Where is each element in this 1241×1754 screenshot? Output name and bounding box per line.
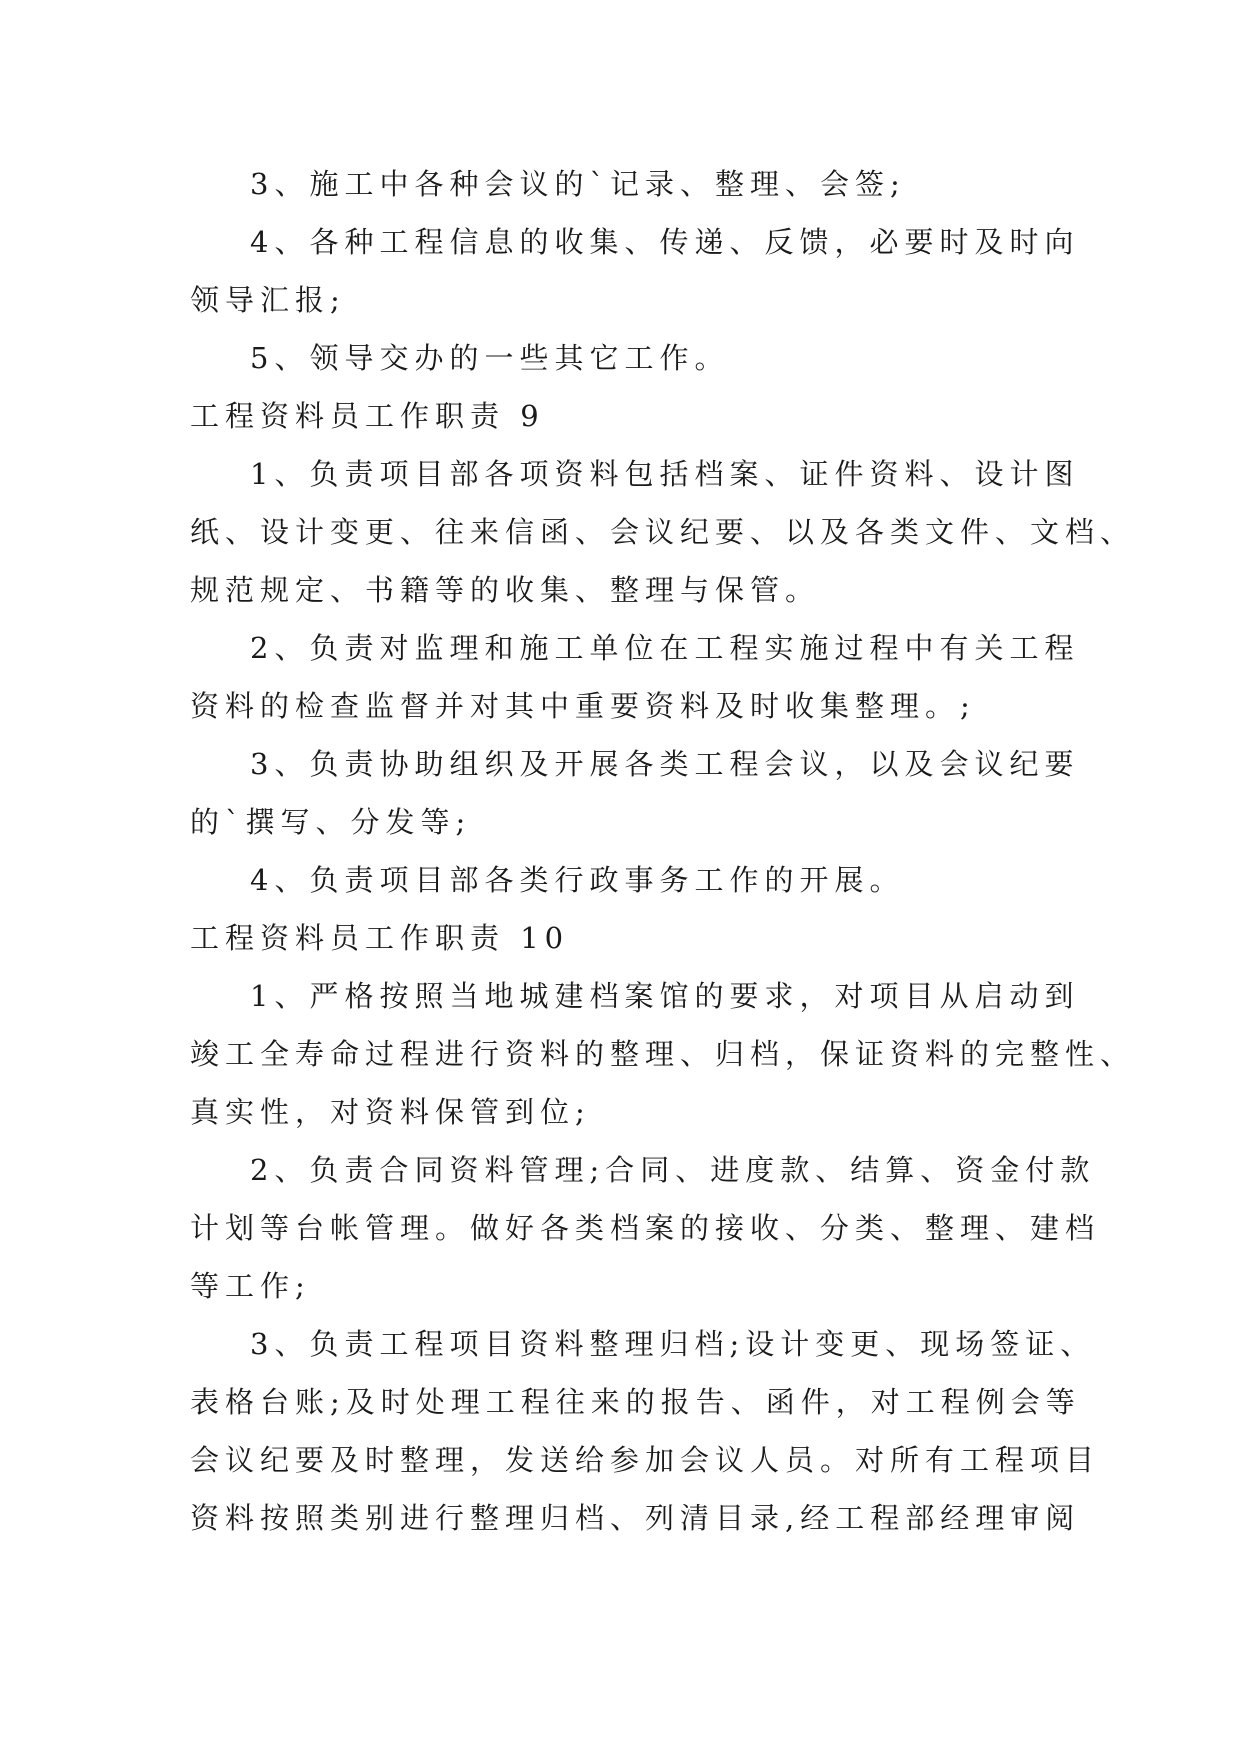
list-item-continuation: 等工作; [190,1269,311,1303]
section-heading: 工程资料员工作职责 10 [190,921,570,955]
list-item: 3、施工中各种会议的`记录、整理、会签; [250,167,906,201]
list-item-continuation: 会议纪要及时整理，发送给参加会议人员。对所有工程项目 [190,1443,1101,1477]
list-item: 3、负责工程项目资料整理归档;设计变更、现场签证、 [250,1327,1096,1361]
list-item: 4、各种工程信息的收集、传递、反馈，必要时及时向 [250,225,1080,259]
list-item-continuation: 资料按照类别进行整理归档、列清目录,经工程部经理审阅 [190,1501,1081,1535]
list-item-continuation: 资料的检查监督并对其中重要资料及时收集整理。; [190,689,976,723]
list-item-continuation: 纸、设计变更、往来信函、会议纪要、以及各类文件、文档、 [190,515,1136,549]
list-item: 1、负责项目部各项资料包括档案、证件资料、设计图 [250,457,1080,491]
list-item-continuation: 的`撰写、分发等; [190,805,472,839]
list-item: 5、领导交办的一些其它工作。 [250,341,730,375]
section-heading: 工程资料员工作职责 9 [190,399,545,433]
document-body [190,155,1136,1547]
list-item-continuation: 领导汇报; [190,283,346,317]
list-item: 3、负责协助组织及开展各类工程会议，以及会议纪要 [250,747,1080,781]
list-item: 2、负责对监理和施工单位在工程实施过程中有关工程 [250,631,1080,665]
list-item-continuation: 表格台账;及时处理工程往来的报告、函件，对工程例会等 [190,1385,1081,1419]
list-item: 2、负责合同资料管理;合同、进度款、结算、资金付款 [250,1153,1096,1187]
list-item-continuation: 规范规定、书籍等的收集、整理与保管。 [190,573,821,607]
list-item-continuation: 竣工全寿命过程进行资料的整理、归档，保证资料的完整性、 [190,1037,1136,1071]
list-item-continuation: 真实性，对资料保管到位; [190,1095,591,1129]
list-item: 4、负责项目部各类行政事务工作的开展。 [250,863,905,897]
list-item: 1、严格按照当地城建档案馆的要求，对项目从启动到 [250,979,1080,1013]
list-item-continuation: 计划等台帐管理。做好各类档案的接收、分类、整理、建档 [190,1211,1101,1245]
